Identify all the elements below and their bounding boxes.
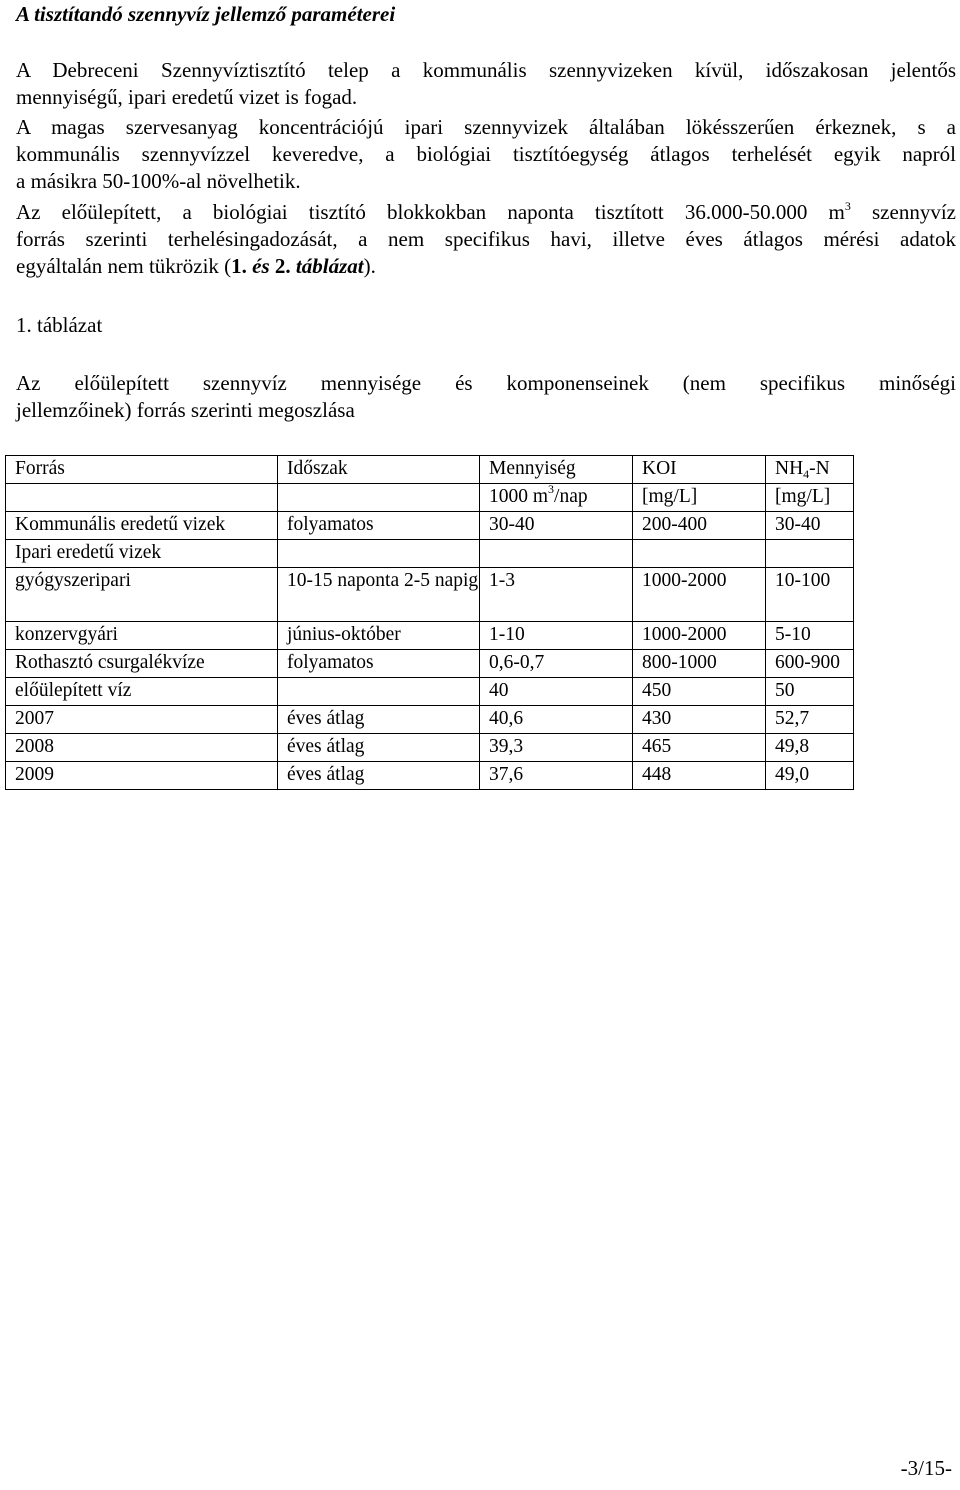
table-caption-line2: jellemzőinek) forrás szerinti megoszlása	[16, 398, 355, 422]
table-cell: 10-15 naponta 2-5 napig	[278, 568, 480, 622]
unit-koi: [mg/L]	[633, 484, 766, 512]
table-row	[6, 622, 854, 650]
table-cell	[278, 678, 480, 706]
table-cell: 450	[633, 678, 766, 706]
table-cell: 30-40	[480, 512, 633, 540]
page-number: -3/15-	[900, 1456, 952, 1480]
table-cell: 1000-2000	[633, 622, 766, 650]
table-cell	[633, 540, 766, 568]
table-cell: 1-10	[480, 622, 633, 650]
table-row	[6, 650, 854, 678]
paragraph-load-line2: kommunális szennyvízzel keveredve, a biológiai tisztítóegység átlagos terhelését egyik napról	[16, 142, 956, 166]
paragraph-fluctuation	[16, 199, 956, 280]
table-cell	[480, 540, 633, 568]
table-cell: 39,3	[480, 734, 633, 762]
table-row	[6, 568, 854, 622]
paragraph-load	[16, 114, 956, 195]
table-cell	[278, 484, 480, 512]
header-koi: KOI	[633, 456, 766, 484]
header-nh4n: $NH_4-N$	[766, 456, 854, 484]
table-cell: 30-40	[766, 512, 854, 540]
table-cell: 37,6	[480, 762, 633, 790]
table-cell	[6, 484, 278, 512]
table-cell: előülepített víz	[6, 678, 278, 706]
table-cell: 448	[633, 762, 766, 790]
header-source: Forrás	[6, 456, 278, 484]
table-cell: Ipari eredetű vizek	[6, 540, 278, 568]
table-cell: 50	[766, 678, 854, 706]
table-cell: folyamatos	[278, 512, 480, 540]
table-cell: éves átlag	[278, 706, 480, 734]
table-cell: június-október	[278, 622, 480, 650]
table-cell: Kommunális eredetű vizek	[6, 512, 278, 540]
table-cell: 2008	[6, 734, 278, 762]
table-cell: 1000-2000	[633, 568, 766, 622]
table-header-row	[6, 456, 854, 484]
table-cell: konzervgyári	[6, 622, 278, 650]
table-cell: 49,0	[766, 762, 854, 790]
table-cell: 2007	[6, 706, 278, 734]
source-distribution-table	[5, 455, 854, 790]
table-row	[6, 678, 854, 706]
paragraph-intro	[16, 57, 956, 111]
table-cell: 600-900	[766, 650, 854, 678]
table-label: 1. táblázat	[16, 313, 103, 337]
table-row	[6, 512, 854, 540]
table-cell: 1-3	[480, 568, 633, 622]
table-cell: 5-10	[766, 622, 854, 650]
paragraph-fluctuation-line2: forrás szerinti terhelésingadozását, a nem specifikus havi, illetve éves átlagos mérési adatok	[16, 227, 956, 251]
table-cell: 52,7	[766, 706, 854, 734]
table-row	[6, 762, 854, 790]
table-cell: 49,8	[766, 734, 854, 762]
paragraph-intro-line2: mennyiségű, ipari eredetű vizet is fogad.	[16, 85, 358, 109]
table-caption	[16, 370, 956, 424]
table-cell: Rothasztó csurgalékvíze	[6, 650, 278, 678]
header-quantity: Mennyiség	[480, 456, 633, 484]
table-cell: 10-100	[766, 568, 854, 622]
paragraph-fluctuation-line1: Az előülepített, a biológiai tisztító blokkokban naponta tisztított 36.000-50.000 $m^3$ szennyvíz	[16, 199, 956, 224]
table-cell: éves átlag	[278, 762, 480, 790]
table-cell: éves átlag	[278, 734, 480, 762]
table-units-row	[6, 484, 854, 512]
table-cell	[766, 540, 854, 568]
section-heading: A tisztítandó szennyvíz jellemző paraméterei	[16, 2, 396, 26]
table-cell: folyamatos	[278, 650, 480, 678]
table-cell: 430	[633, 706, 766, 734]
paragraph-fluctuation-line3: egyáltalán nem tükrözik (1. és 2. táblázat).	[16, 254, 376, 278]
table-row	[6, 706, 854, 734]
header-period: Időszak	[278, 456, 480, 484]
table-caption-line1: Az előülepített szennyvíz mennyisége és komponenseinek (nem specifikus minőségi	[16, 371, 956, 395]
table-cell: 200-400	[633, 512, 766, 540]
table-cell: 0,6-0,7	[480, 650, 633, 678]
unit-nh4n: [mg/L]	[766, 484, 854, 512]
table-cell: 800-1000	[633, 650, 766, 678]
paragraph-intro-line1: A Debreceni Szennyvíztisztító telep a kommunális szennyvizeken kívül, időszakosan jelentős	[16, 58, 956, 82]
table-cell: 40,6	[480, 706, 633, 734]
table-cell: gyógyszeripari	[6, 568, 278, 622]
table-cell: 465	[633, 734, 766, 762]
unit-quantity: 1000 $m^3$/nap	[480, 484, 633, 512]
table-cell: 40	[480, 678, 633, 706]
paragraph-load-line3: a másikra 50-100%-al növelhetik.	[16, 169, 301, 193]
table-row	[6, 734, 854, 762]
table-cell	[278, 540, 480, 568]
paragraph-load-line1: A magas szervesanyag koncentrációjú ipari szennyvizek általában lökésszerűen érkeznek, s a	[16, 115, 956, 139]
table-row	[6, 540, 854, 568]
table-cell: 2009	[6, 762, 278, 790]
